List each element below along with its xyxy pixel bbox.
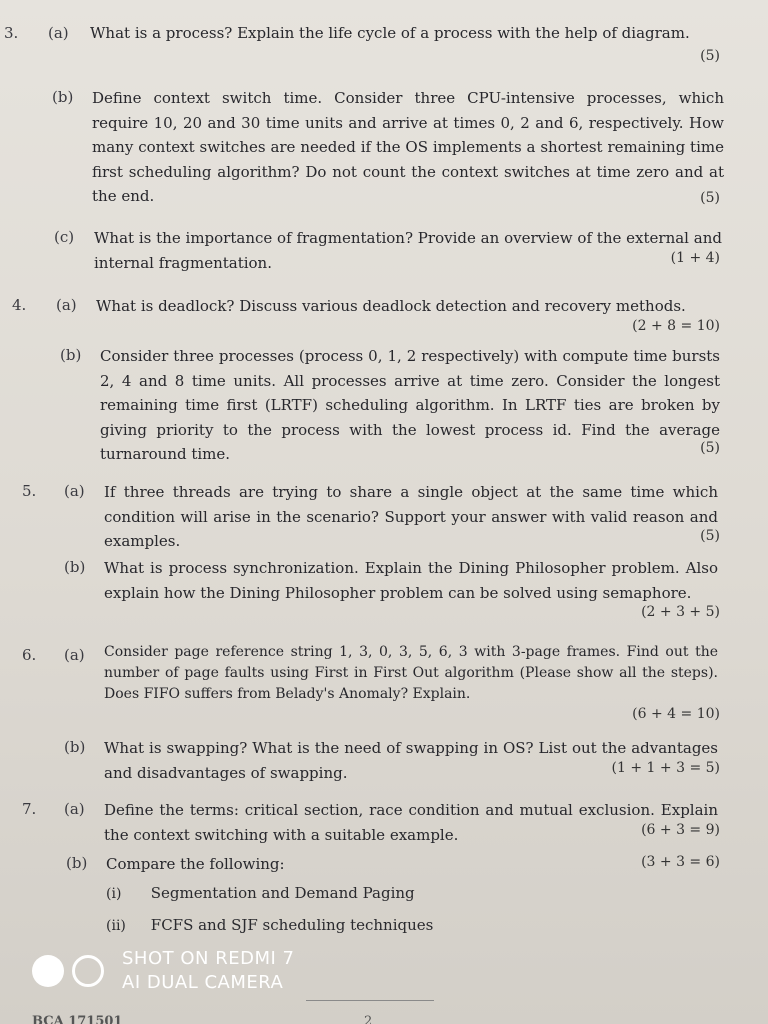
watermark-line-2: AI DUAL CAMERA	[122, 972, 284, 993]
part-text: Consider page reference string 1, 3, 0, 3, 5, 6, 3 with 3-page frames. Find out the number of page faults using First in First Out algorithm (Please show all the steps). Does FIFO suffers from Belady's Anomaly? Explain.	[104, 644, 718, 702]
part-text: What is process synchronization. Explain the Dining Philosopher problem. Also explain how the Dining Philosopher problem can be solved using semaphore.	[104, 559, 718, 602]
part-text: Compare the following:	[106, 855, 285, 873]
part-text: Define the terms: critical section, race condition and mutual exclusion. Explain the context switching with a suitable example.	[104, 801, 718, 844]
part-label: (a)	[48, 24, 69, 42]
subitem-i	[106, 884, 415, 902]
part-text: What is a process? Explain the life cycle of a process with the help of diagram.	[90, 24, 690, 42]
subitem-text: Segmentation and Demand Paging	[150, 884, 415, 902]
part-text: Define context switch time. Consider three CPU-intensive processes, which require 10, 20 and 30 time units and arrive at times 0, 2 and 6, respectively. How many context switches are needed if the OS implements a shortest remaining time first scheduling algorithm? Do not count the context switches at time zero and at the end.	[92, 89, 724, 205]
part-text: What is deadlock? Discuss various deadlock detection and recovery methods.	[96, 297, 686, 315]
part-label: (b)	[52, 88, 74, 106]
watermark-ring-icon	[72, 955, 104, 987]
part-marks: (5)	[700, 440, 720, 456]
part-text: Consider three processes (process 0, 1, 2 respectively) with compute time bursts 2, 4 and 8 time units. All processes arrive at time zero. Consider the longest remaining time first (LRTF) scheduling algorithm. In LRTF ties are broken by giving priority to the process with the lowest process id. Find the average turnaround time.	[100, 347, 720, 463]
part-marks: (1 + 4)	[670, 250, 720, 266]
part-marks: (5)	[700, 48, 720, 64]
part-marks: (2 + 8 = 10)	[632, 318, 720, 334]
part-marks: (5)	[700, 190, 720, 206]
subitem-label: (i)	[106, 886, 122, 902]
part-label: (c)	[54, 228, 75, 246]
part-marks: (1 + 1 + 3 = 5)	[611, 760, 720, 776]
watermark-line-1: SHOT ON REDMI 7	[122, 948, 295, 969]
part-marks: (5)	[700, 528, 720, 544]
subitem-label: (ii)	[106, 918, 126, 934]
part-marks: (3 + 3 = 6)	[641, 854, 720, 870]
part-marks: (2 + 3 + 5)	[641, 604, 720, 620]
part-marks: (6 + 3 = 9)	[641, 822, 720, 838]
question-number: 7.	[22, 800, 37, 818]
question-number: 3.	[4, 24, 19, 42]
part-label: (b)	[64, 558, 86, 576]
watermark-dot-icon	[32, 955, 64, 987]
part-marks: (6 + 4 = 10)	[632, 706, 720, 722]
part-label: (b)	[64, 738, 86, 756]
subitem-text: FCFS and SJF scheduling techniques	[150, 916, 434, 934]
footer-divider	[306, 1000, 434, 1001]
part-label: (a)	[64, 800, 85, 818]
watermark-text	[122, 947, 294, 995]
question-number: 4.	[12, 296, 27, 314]
part-label: (b)	[60, 346, 82, 364]
paper-code: BCA 171501	[32, 1014, 123, 1024]
question-number: 6.	[22, 646, 37, 664]
part-text: If three threads are trying to share a single object at the same time which condition will arise in the scenario? Support your answer with valid reason and examples.	[104, 483, 718, 550]
part-label: (a)	[56, 296, 77, 314]
question-number: 5.	[22, 482, 37, 500]
subitem-ii	[106, 916, 433, 934]
part-text: What is swapping? What is the need of swapping in OS? List out the advantages and disadvantages of swapping.	[104, 739, 718, 782]
part-label: (a)	[64, 646, 85, 664]
part-label: (a)	[64, 482, 85, 500]
page-number: 2	[364, 1014, 373, 1024]
part-label: (b)	[66, 854, 88, 872]
part-text: What is the importance of fragmentation? Provide an overview of the external and internal fragmentation.	[94, 229, 722, 272]
